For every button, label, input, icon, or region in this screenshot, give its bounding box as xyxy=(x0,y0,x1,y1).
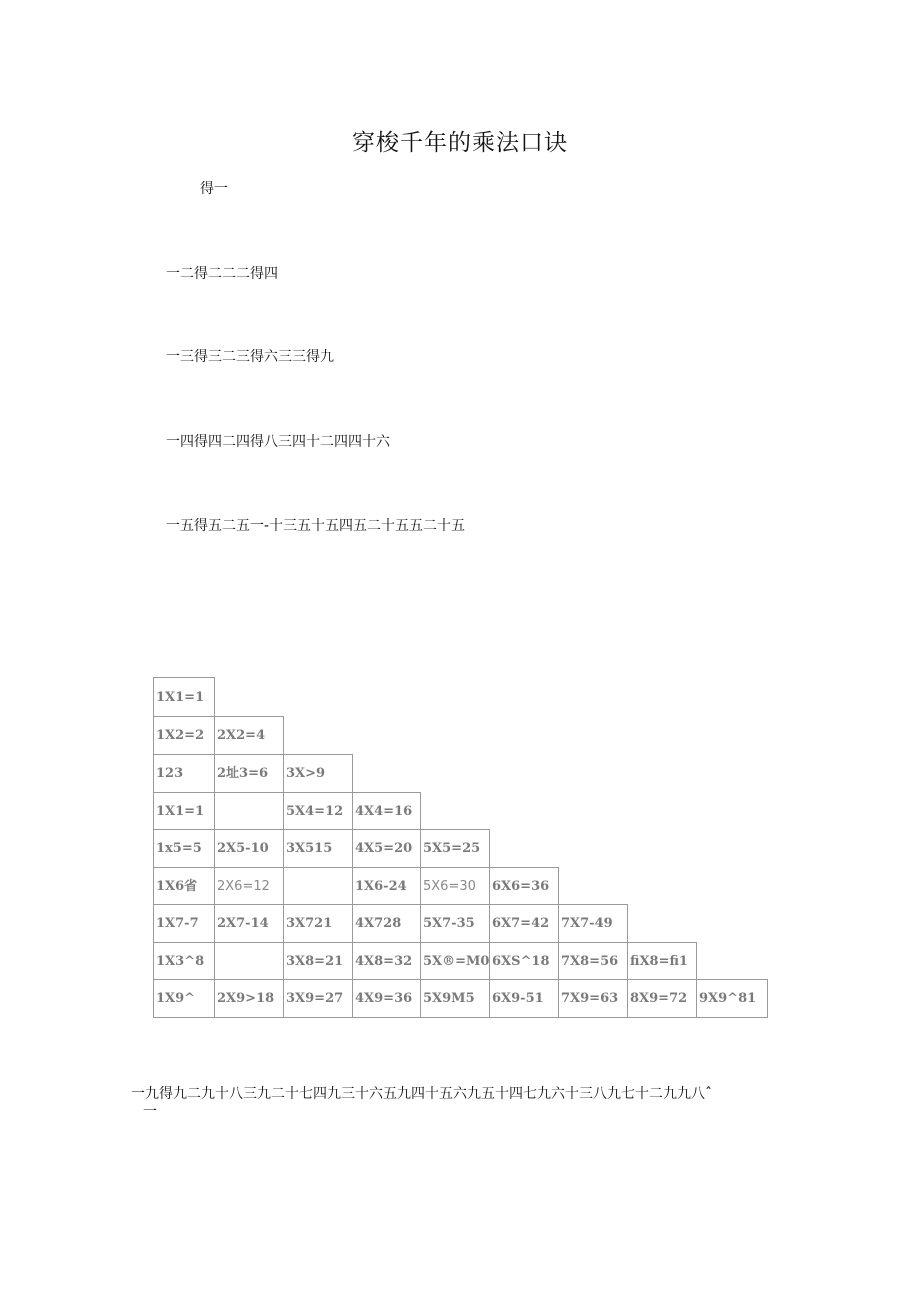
rhyme-line-9: 一九得九二九十八三九二十七四九三十六五九四十五六九五十四七九六十三八九七十二九九八ˆ xyxy=(131,1086,712,1102)
table-cell: 7X9=63 xyxy=(558,979,628,1018)
table-cell: 5X4=12 xyxy=(283,792,353,830)
table-cell: 1X6省 xyxy=(153,867,215,905)
table-cell: 4X728 xyxy=(352,904,421,943)
page-title: 穿梭千年的乘法口诀 xyxy=(352,130,568,156)
table-cell: 2X7-14 xyxy=(214,904,284,943)
table-cell: 1X9^ xyxy=(153,979,215,1018)
rhyme-line-2: 一二得二二二得四 xyxy=(166,266,278,282)
table-cell: 2X5-10 xyxy=(214,829,284,868)
table-cell: 123 xyxy=(153,754,215,793)
table-cell xyxy=(214,792,284,830)
table-cell: 1X7-7 xyxy=(153,904,215,943)
table-cell: 4X9=36 xyxy=(352,979,421,1018)
table-cell: 2址3=6 xyxy=(214,754,284,793)
table-cell: 1X1=1 xyxy=(153,677,215,717)
table-cell: 1X6-24 xyxy=(352,867,421,905)
table-cell: 6X9-51 xyxy=(489,979,559,1018)
table-cell: 5X9M5 xyxy=(420,979,490,1018)
table-cell: 4X8=32 xyxy=(352,942,421,980)
table-cell: 9X9^81 xyxy=(696,979,768,1018)
table-cell: 6X6=36 xyxy=(489,867,559,905)
table-cell: 2X6=12 xyxy=(214,867,284,905)
rhyme-line-3: 一三得三二三得六三三得九 xyxy=(166,349,334,365)
table-cell: 4X4=16 xyxy=(352,792,421,830)
table-cell: 7X7-49 xyxy=(558,904,628,943)
table-cell: 6X7=42 xyxy=(489,904,559,943)
rhyme-line-1: 得一 xyxy=(200,181,228,197)
table-cell: 3X>9 xyxy=(283,754,353,793)
table-cell: 3X8=21 xyxy=(283,942,353,980)
table-cell: 8X9=72 xyxy=(627,979,697,1018)
table-cell: 3X515 xyxy=(283,829,353,868)
table-cell: 2X9>18 xyxy=(214,979,284,1018)
table-cell: 1X2=2 xyxy=(153,716,215,755)
table-cell: 4X5=20 xyxy=(352,829,421,868)
rhyme-line-9-continued: 一 xyxy=(143,1104,157,1120)
table-cell: 5X®=M0 xyxy=(420,942,490,980)
rhyme-line-5: 一五得五二五一-十三五十五四五二十五五二十五 xyxy=(166,518,466,534)
table-cell: 3X9=27 xyxy=(283,979,353,1018)
table-cell: 1X1=1 xyxy=(153,792,215,830)
table-cell xyxy=(214,942,284,980)
table-cell: 3X721 xyxy=(283,904,353,943)
table-cell xyxy=(283,867,353,905)
table-cell: 2X2=4 xyxy=(214,716,284,755)
table-cell: 5X6=30 xyxy=(420,867,490,905)
table-cell: 7X8=56 xyxy=(558,942,628,980)
table-cell: 1X3^8 xyxy=(153,942,215,980)
table-cell: 6XS^18 xyxy=(489,942,559,980)
table-cell: fiX8=fi1 xyxy=(627,942,697,980)
table-cell: 5X5=25 xyxy=(420,829,490,868)
rhyme-line-4: 一四得四二四得八三四十二四四十六 xyxy=(166,434,390,450)
table-cell: 1x5=5 xyxy=(153,829,215,868)
table-cell: 5X7-35 xyxy=(420,904,490,943)
